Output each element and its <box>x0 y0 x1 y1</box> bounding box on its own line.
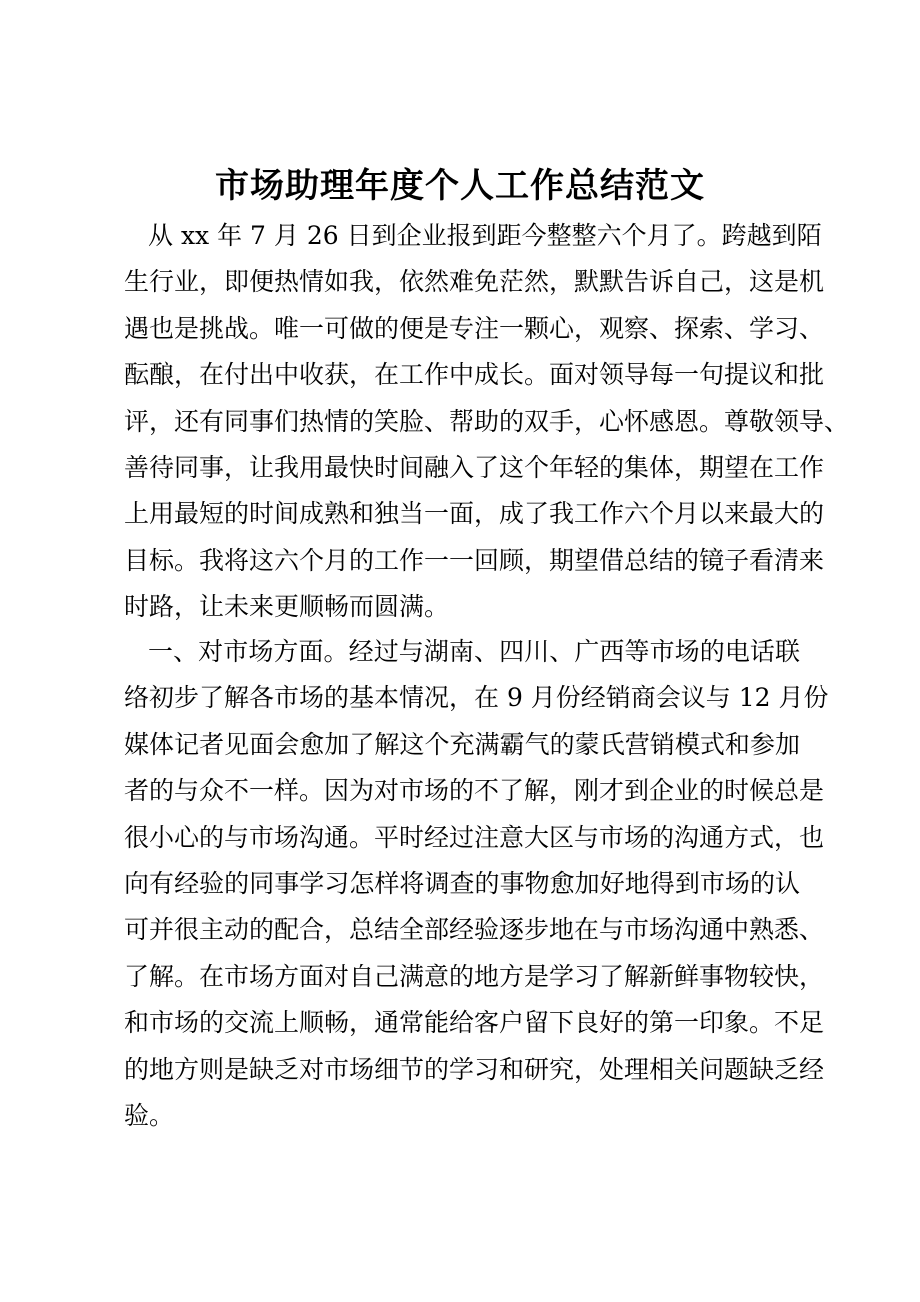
document-title: 市场助理年度个人工作总结范文 <box>215 166 705 206</box>
text-line: 可并很主动的配合，总结全部经验逐步地在与市场沟通中熟悉、 <box>124 915 825 945</box>
paragraph-market-section <box>124 629 829 1139</box>
text-line: 的地方则是缺乏对市场细节的学习和研究，处理相关问题缺乏经 <box>124 1054 825 1084</box>
text-line: 了解。在市场方面对自己满意的地方是学习了解新鲜事物较快， <box>124 961 825 991</box>
text-line: 者的与众不一样。因为对市场的不了解，刚才到企业的时候总是 <box>124 776 825 806</box>
text-line: 善待同事，让我用最快时间融入了这个年轻的集体，期望在工作 <box>124 452 825 482</box>
text-line: 生行业，即便热情如我，依然难免茫然，默默告诉自己，这是机 <box>124 267 825 297</box>
text-line: 络初步了解各市场的基本情况，在 9 月份经销商会议与 12 月份 <box>124 683 829 713</box>
paragraph-intro <box>124 213 850 631</box>
text-line: 一、对市场方面。经过与湖南、四川、广西等市场的电话联 <box>148 637 800 666</box>
text-line: 向有经验的同事学习怎样将调查的事物愈加好地得到市场的认 <box>124 868 800 898</box>
text-line: 酝酿，在付出中收获，在工作中成长。面对领导每一句提议和批 <box>124 360 825 390</box>
text-line: 上用最短的时间成熟和独当一面，成了我工作六个月以来最大的 <box>124 499 825 529</box>
text-line: 评，还有同事们热情的笑脸、帮助的双手，心怀感恩。尊敬领导、 <box>124 406 850 436</box>
text-line: 时路，让未来更顺畅而圆满。 <box>124 592 450 622</box>
text-line: 验。 <box>124 1100 175 1130</box>
text-line: 媒体记者见面会愈加了解这个充满霸气的蒙氏营销模式和参加 <box>124 729 800 759</box>
text-line: 遇也是挑战。唯一可做的便是专注一颗心，观察、探索、学习、 <box>124 313 825 343</box>
text-line: 很小心的与市场沟通。平时经过注意大区与市场的沟通方式，也 <box>124 822 825 852</box>
text-line: 目标。我将这六个月的工作一一回顾，期望借总结的镜子看清来 <box>124 545 825 575</box>
text-line: 和市场的交流上顺畅，通常能给客户留下良好的第一印象。不足 <box>124 1008 825 1038</box>
text-line: 从 xx 年 7 月 26 日到企业报到距今整整六个月了。跨越到陌 <box>148 221 822 250</box>
